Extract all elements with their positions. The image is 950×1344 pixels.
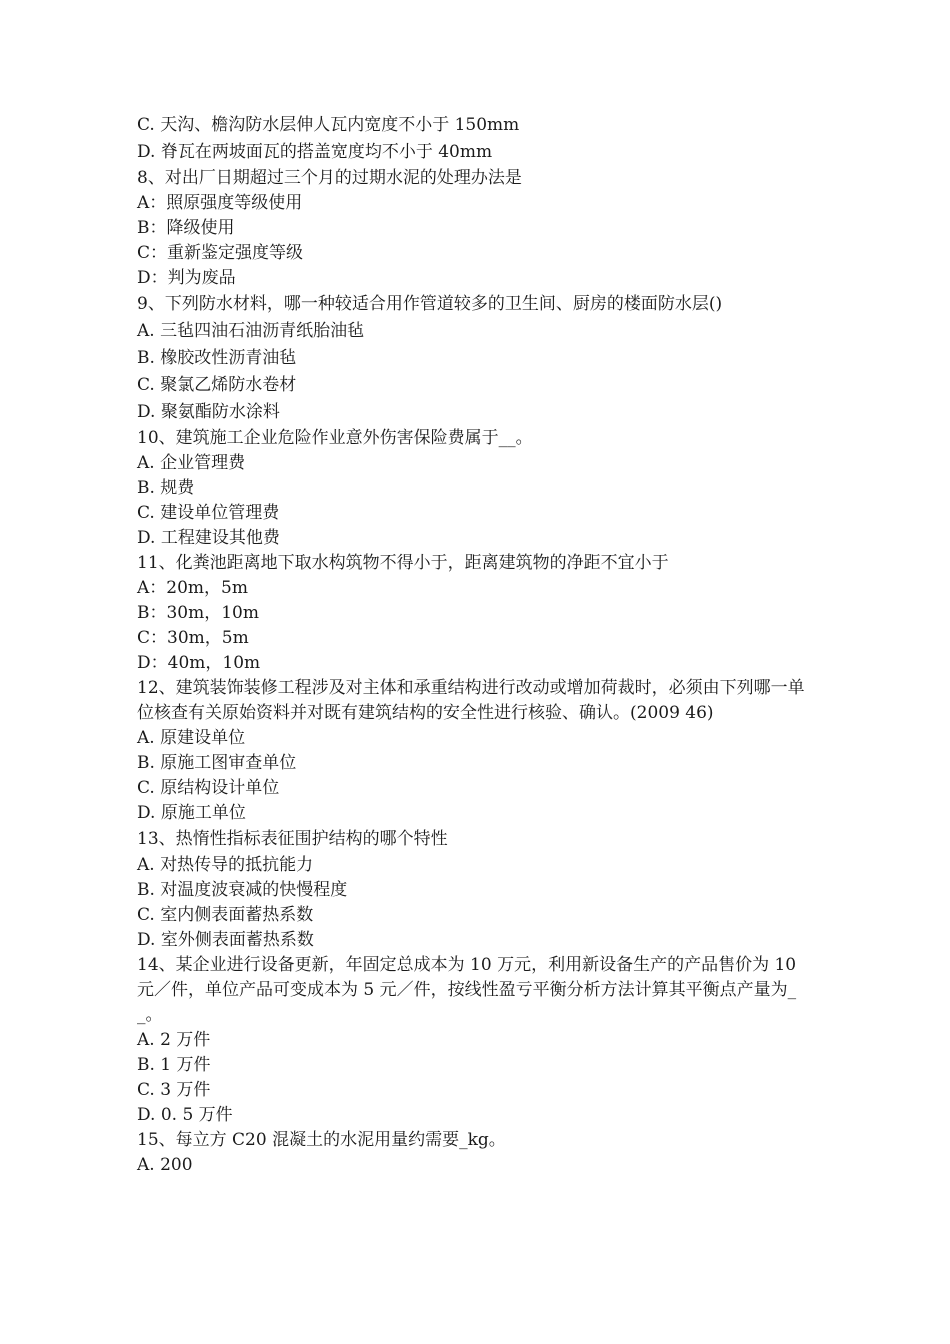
option-d: D. 聚氨酯防水涂料 [137,402,280,422]
option-b: B：30m，10m [137,603,259,623]
option-c: C. 室内侧表面蓄热系数 [137,905,314,925]
option-d: D. 脊瓦在两坡面瓦的搭盖宽度均不小于 40mm [137,142,493,162]
question-9: 9、下列防水材料，哪一种较适合用作管道较多的卫生间、厨房的楼面防水层() [137,294,723,314]
option-c: C：重新鉴定强度等级 [137,243,304,263]
question-12: 12、建筑装饰装修工程涉及对主体和承重结构进行改动或增加荷裁时，必须由下列哪一单位核查有关原始资料并对既有建筑结构的安全性进行核验、确认。(2009 46) [137,678,805,723]
option-a: A：20m，5m [137,578,248,598]
option-b: B. 橡胶改性沥青油毡 [137,348,297,368]
option-d: D. 工程建设其他费 [137,528,280,548]
option-d: D：判为废品 [137,268,236,288]
option-a: A. 2 万件 [137,1030,211,1050]
option-a: A. 三毡四油石油沥青纸胎油毡 [137,321,365,341]
question-13: 13、热惰性指标表征围护结构的哪个特性 [137,829,448,849]
option-d: D. 原施工单位 [137,803,246,823]
option-b: B. 原施工图审查单位 [137,753,297,773]
question-15: 15、每立方 C20 混凝土的水泥用量约需要_kg。 [137,1130,506,1150]
option-a: A. 原建设单位 [137,728,246,748]
question-14: 14、某企业进行设备更新，年固定总成本为 10 万元，利用新设备生产的产品售价为 10 元／件，单位产品可变成本为 5 元／件，按线性盈亏平衡分析方法计算其平衡点产量为__。 [137,955,797,1025]
option-a: A. 200 [137,1155,193,1175]
option-d: D. 室外侧表面蓄热系数 [137,930,314,950]
option-a: A：照原强度等级使用 [137,193,303,213]
option-a: A. 对热传导的抵抗能力 [137,855,314,875]
question-10: 10、建筑施工企业危险作业意外伤害保险费属于__。 [137,428,533,448]
option-c: C. 天沟、檐沟防水层伸人瓦内宽度不小于 150mm [137,115,520,135]
option-b: B. 规费 [137,478,195,498]
option-c: C. 建设单位管理费 [137,503,280,523]
option-b: B：降级使用 [137,218,235,238]
question-11: 11、化粪池距离地下取水构筑物不得小于，距离建筑物的净距不宜小于 [137,553,669,573]
option-c: C. 原结构设计单位 [137,778,280,798]
option-d: D：40m，10m [137,653,261,673]
question-content [137,112,817,1178]
question-8: 8、对出厂日期超过三个月的过期水泥的处理办法是 [137,168,522,188]
option-b: B. 1 万件 [137,1055,211,1075]
option-d: D. 0. 5 万件 [137,1105,233,1125]
option-c: C. 3 万件 [137,1080,211,1100]
option-c: C：30m，5m [137,628,249,648]
option-c: C. 聚氯乙烯防水卷材 [137,375,297,395]
option-b: B. 对温度波衰减的快慢程度 [137,880,348,900]
option-a: A. 企业管理费 [137,453,246,473]
